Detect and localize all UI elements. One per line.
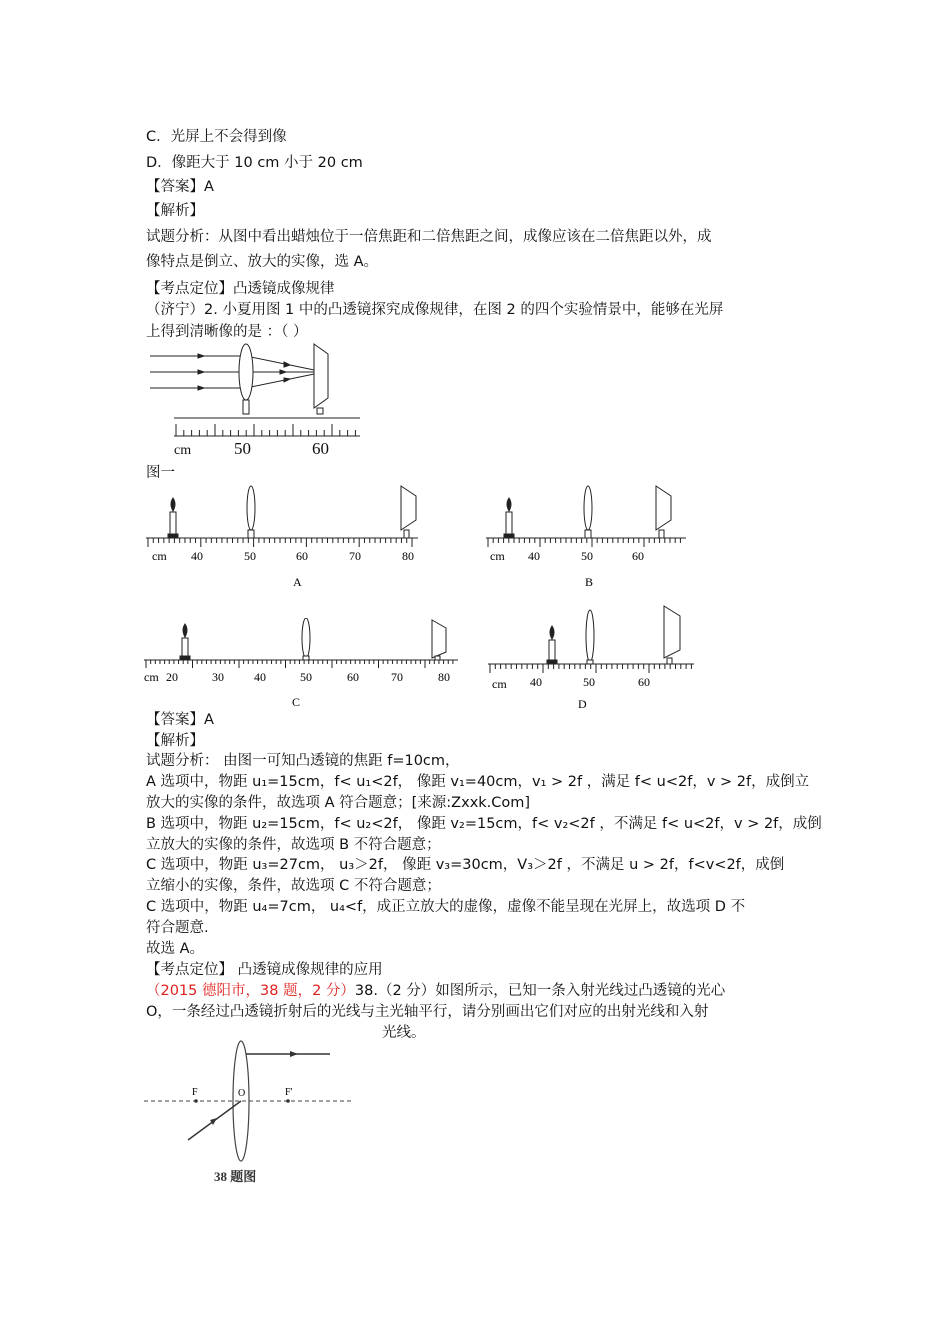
- analysis-2-line2: A 选项中，物距 u₁=15cm，f< u₁<2f， 像距 v₁=40cm，v₁ > 2f ，满足 f< u<2f，v > 2f，成倒立: [146, 774, 810, 790]
- optical-center-o: O: [238, 1088, 246, 1099]
- analysis-2-line4: B 选项中，物距 u₂=15cm，f< u₂<2f， 像距 v₂=15cm，f< v₂<2f ，不满足 f< u<2f，v > 2f，成倒: [146, 816, 822, 832]
- figure-2-scene-d: [488, 604, 698, 714]
- fig-c-tick: 40: [254, 670, 266, 684]
- analysis-2-line6: C 选项中，物距 u₃=27cm， u₃＞2f， 像距 v₃=30cm，V₃＞2f ，不满足 u > 2f，f<v<2f，成倒: [146, 857, 785, 873]
- fig-d-tick: 50: [583, 675, 595, 689]
- fig1-tick-50: 50: [234, 439, 251, 458]
- fig1-unit: cm: [174, 443, 192, 458]
- fig-a-tick: 50: [244, 549, 256, 563]
- fig-b-unit: cm: [490, 549, 505, 563]
- fig-d-unit: cm: [492, 677, 507, 691]
- analysis-2-line10: 故选 A。: [146, 941, 205, 957]
- answer-2: 【答案】A: [146, 712, 214, 728]
- fig-c-label: C: [292, 695, 301, 709]
- analysis-2-line8: C 选项中，物距 u₄=7cm， u₄<f，成正立放大的虚像，虚像不能呈现在光屏上，故选项 D 不: [146, 899, 746, 915]
- fig-a-tick: 70: [349, 549, 361, 563]
- question-2-line1: （济宁）2. 小夏用图 1 中的凸透镜探究成像规律，在图 2 的四个实验情景中，能够在光屏: [146, 302, 724, 318]
- fig-c-tick: 80: [438, 670, 450, 684]
- figure-2-scene-b: [486, 484, 692, 596]
- fig-c-tick: 30: [212, 670, 224, 684]
- answer-1: 【答案】A: [146, 179, 214, 195]
- fig1-tick-60: 60: [312, 439, 329, 458]
- question-2-line2: 上得到清晰像的是 ：（ ）: [146, 324, 308, 340]
- figure-2-scene-c: [144, 618, 460, 710]
- analysis-2-line3: 放大的实像的条件，故选项 A 符合题意；[来源:Zxxk.Com]: [146, 795, 531, 811]
- figure-38-lens-diagram: [140, 1036, 356, 1186]
- analysis-2-line5: 立放大的实像的条件，故选项 B 不符合题意；: [146, 837, 441, 853]
- fig-b-tick: 40: [528, 549, 540, 563]
- option-d: D．像距大于 10 cm 小于 20 cm: [146, 155, 363, 171]
- fig-b-label: B: [585, 575, 594, 589]
- analysis-2-line1: 试题分析： 由图一可知凸透镜的焦距 f=10cm，: [146, 753, 460, 769]
- analysis-heading-1: 【解析】: [146, 203, 204, 219]
- figure-38-caption: 38 题图: [214, 1169, 257, 1184]
- option-c: C．光屏上不会得到像: [146, 129, 287, 145]
- knowledge-point-1: 【考点定位】凸透镜成像规律: [146, 281, 335, 297]
- question-38-line2: O，一条经过凸透镜折射后的光线与主光轴平行，请分别画出它们对应的出射光线和入射: [146, 1004, 709, 1020]
- fig-a-tick: 60: [296, 549, 308, 563]
- fig-c-tick: 60: [347, 670, 359, 684]
- fig-d-label: D: [578, 697, 587, 711]
- analysis-1-line1: 试题分析：从图中看出蜡烛位于一倍焦距和二倍焦距之间，成像应该在二倍焦距以外，成: [146, 229, 712, 245]
- analysis-2-line7: 立缩小的实像，条件，故选项 C 不符合题意；: [146, 878, 441, 894]
- fig-c-tick: 20: [166, 670, 178, 684]
- focal-point-f-prime: F': [285, 1087, 293, 1098]
- question-38-stem: 38.（2 分）如图所示，已知一条入射光线过凸透镜的光心: [354, 983, 726, 999]
- fig-a-tick: 80: [402, 549, 414, 563]
- figure-2-scene-a: [146, 484, 422, 596]
- analysis-1-line2: 像特点是倒立、放大的实像，选 A。: [146, 254, 379, 270]
- question-38-line1: [146, 981, 725, 1001]
- fig-b-tick: 50: [581, 549, 593, 563]
- fig-a-label: A: [293, 575, 302, 589]
- fig-d-tick: 60: [638, 675, 650, 689]
- analysis-heading-2: 【解析】: [146, 733, 204, 749]
- fig-c-unit: cm: [144, 670, 159, 684]
- fig-c-tick: 70: [391, 670, 403, 684]
- fig-a-tick: 40: [191, 549, 203, 563]
- fig-a-unit: cm: [152, 549, 167, 563]
- knowledge-point-2: 【考点定位】 凸透镜成像规律的应用: [146, 962, 383, 978]
- focal-point-f: F: [192, 1087, 198, 1098]
- fig-c-tick: 50: [300, 670, 312, 684]
- question-38-line3: 光线。: [382, 1025, 426, 1041]
- question-38-source: （2015 德阳市，38 题，2 分）: [146, 983, 355, 999]
- fig-d-tick: 40: [530, 675, 542, 689]
- figure-1-caption: 图一: [146, 465, 175, 481]
- figure-1-focal-length: [146, 338, 366, 464]
- fig-b-tick: 60: [632, 549, 644, 563]
- analysis-2-line9: 符合题意.: [146, 920, 209, 936]
